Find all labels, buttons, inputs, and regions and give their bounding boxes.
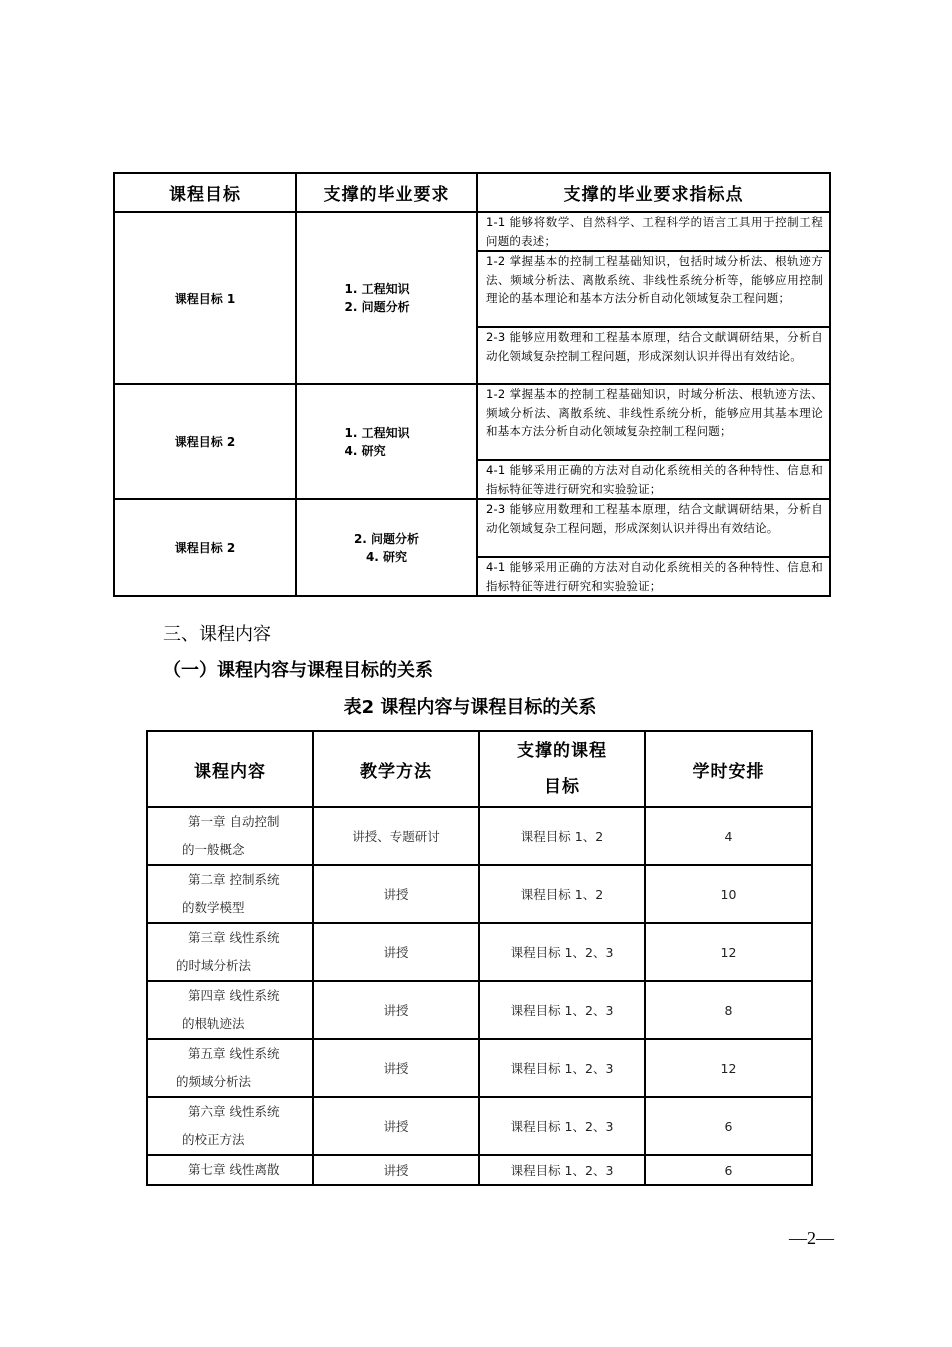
table-caption-text: 表2 课程内容与课程目标的关系 (343, 697, 597, 718)
requirement-cell (296, 384, 477, 499)
requirement-item: 4. 研究 (344, 443, 386, 458)
requirement-cell (296, 212, 477, 384)
hours-cell: 6 (645, 1155, 812, 1185)
chapter-line: 第三章 线性系统 (188, 930, 280, 945)
requirement-item: 1. 工程知识 (344, 425, 410, 440)
chapter-line: 的时域分析法 (176, 958, 252, 973)
method-cell: 讲授 (313, 981, 479, 1039)
section-title: 三、课程内容 (163, 624, 271, 645)
requirement-cell (296, 499, 477, 596)
chapter-line: 第五章 线性系统 (188, 1046, 280, 1061)
chapter-cell (147, 923, 313, 981)
indicator-cell: 1-2 掌握基本的控制工程基础知识，时域分析法、根轨迹方法、频域分析法、离散系统、非线性系统分析，能够应用其基本理论和基本方法分析自动化领域复杂控制工程问题； (477, 384, 830, 460)
goals-requirements-table (113, 172, 831, 597)
table-row (147, 981, 812, 1039)
subsection-title: （一）课程内容与课程目标的关系 (163, 660, 433, 681)
indicator-cell: 2-3 能够应用数理和工程基本原理，结合文献调研结果，分析自动化领域复杂控制工程问题，形成深刻认识并得出有效结论。 (477, 327, 830, 384)
hours-cell: 8 (645, 981, 812, 1039)
method-cell: 讲授 (313, 865, 479, 923)
column-header: 支撑的毕业要求指标点 (477, 173, 830, 212)
table-row (114, 499, 830, 557)
table-caption (0, 693, 952, 719)
goals-cell: 课程目标 1、2 (479, 807, 645, 865)
chapter-cell (147, 807, 313, 865)
table-row (114, 384, 830, 460)
chapter-line: 第二章 控制系统 (188, 872, 280, 887)
requirement-item: 2. 问题分析 (344, 300, 410, 314)
hours-cell: 10 (645, 865, 812, 923)
method-cell: 讲授 (313, 923, 479, 981)
requirement-item: 2. 问题分析 (353, 531, 420, 546)
chapter-line: 第六章 线性系统 (188, 1104, 280, 1119)
goals-cell: 课程目标 1、2、3 (479, 1039, 645, 1097)
goals-cell: 课程目标 1、2、3 (479, 1097, 645, 1155)
chapter-line: 的根轨迹法 (182, 1016, 245, 1031)
chapter-line: 的频域分析法 (176, 1074, 252, 1089)
table-row (147, 1155, 812, 1185)
column-header-line: 支撑的课程 (517, 741, 607, 761)
hours-cell: 4 (645, 807, 812, 865)
column-header (479, 731, 645, 807)
hours-cell: 12 (645, 1039, 812, 1097)
hours-cell: 6 (645, 1097, 812, 1155)
column-header: 支撑的毕业要求 (296, 173, 477, 212)
course-goal-cell: 课程目标 2 (114, 384, 296, 499)
column-header-line: 目标 (544, 777, 580, 797)
method-cell: 讲授 (313, 1039, 479, 1097)
method-cell: 讲授 (313, 1097, 479, 1155)
goals-cell: 课程目标 1、2、3 (479, 981, 645, 1039)
requirement-item: 4. 研究 (365, 549, 408, 564)
table-row (147, 865, 812, 923)
page-number: —2— (789, 1228, 834, 1248)
chapter-cell (147, 1039, 313, 1097)
goals-cell: 课程目标 1、2 (479, 865, 645, 923)
table-row (147, 1097, 812, 1155)
chapter-line: 第四章 线性系统 (188, 988, 280, 1003)
column-header: 教学方法 (313, 731, 479, 807)
chapter-cell (147, 1097, 313, 1155)
method-cell: 讲授、专题研讨 (313, 807, 479, 865)
indicator-cell: 2-3 能够应用数理和工程基本原理，结合文献调研结果，分析自动化领域复杂工程问题，形成深刻认识并得出有效结论。 (477, 499, 830, 557)
indicator-cell: 4-1 能够采用正确的方法对自动化系统相关的各种特性、信息和指标特征等进行研究和实验验证； (477, 557, 830, 596)
table-row (147, 923, 812, 981)
table-header-row (147, 731, 812, 807)
table-row (114, 212, 830, 251)
chapter-line: 的一般概念 (182, 842, 245, 857)
table-header-row (114, 173, 830, 212)
chapter-cell: 第七章 线性离散 (147, 1155, 313, 1185)
course-goal-cell: 课程目标 2 (114, 499, 296, 596)
course-goal-cell: 课程目标 1 (114, 212, 296, 384)
requirement-item: 1. 工程知识 (344, 282, 410, 296)
chapter-line: 第一章 自动控制 (188, 814, 280, 829)
goals-cell: 课程目标 1、2、3 (479, 923, 645, 981)
chapter-cell (147, 981, 313, 1039)
chapter-cell (147, 865, 313, 923)
chapter-line: 的数学模型 (182, 900, 245, 915)
content-goals-table (146, 730, 813, 1186)
table-row (147, 807, 812, 865)
column-header: 课程目标 (114, 173, 296, 212)
method-cell: 讲授 (313, 1155, 479, 1185)
goals-cell: 课程目标 1、2、3 (479, 1155, 645, 1185)
hours-cell: 12 (645, 923, 812, 981)
column-header: 学时安排 (645, 731, 812, 807)
indicator-cell: 1-1 能够将数学、自然科学、工程科学的语言工具用于控制工程问题的表述； (477, 212, 830, 251)
indicator-cell: 4-1 能够采用正确的方法对自动化系统相关的各种特性、信息和指标特征等进行研究和实验验证； (477, 460, 830, 499)
table-row (147, 1039, 812, 1097)
chapter-line: 的校正方法 (182, 1132, 245, 1147)
column-header: 课程内容 (147, 731, 313, 807)
indicator-cell: 1-2 掌握基本的控制工程基础知识，包括时域分析法、根轨迹方法、频域分析法、离散系统、非线性系统分析等，能够应用控制理论的基本理论和基本方法分析自动化领域复杂工程问题； (477, 251, 830, 327)
